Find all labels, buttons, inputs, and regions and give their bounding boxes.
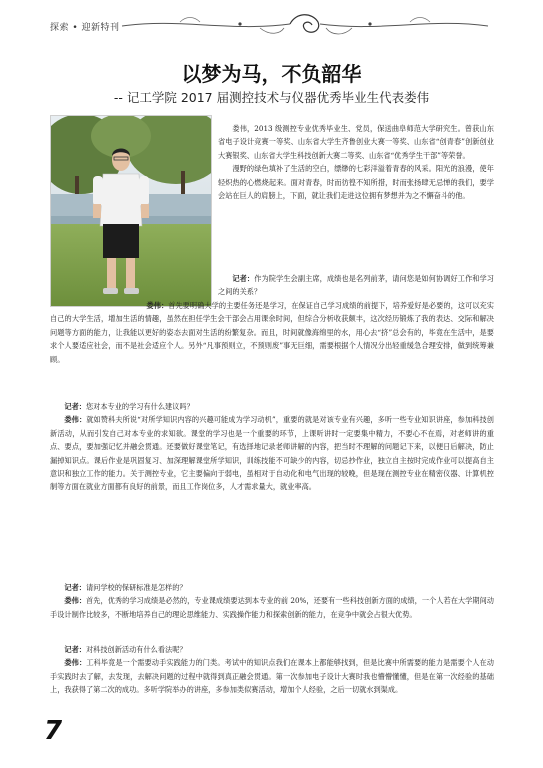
reporter-label: 记者： — [64, 645, 86, 654]
reporter-label: 记者： — [232, 274, 255, 283]
qa-4 — [50, 643, 494, 697]
page-number: 7 — [44, 716, 63, 746]
section-label: 探索 • 迎新特刊 — [50, 23, 120, 33]
intro-lead: 漫野的绿色填补了生活的空白，缥缈的七彩洋溢着青春的风采。阳光的浪漫，使年轻炽热的心燃烧起来。面对青春，时而彷徨不知所措，时而张扬肆无忌惮的我们，要学会站在巨人的肩膀上，下面，就让我们走进这位拥有梦想并为之不懈奋斗的他。 — [218, 164, 494, 201]
question-text: 请问学校的保研标准是怎样的？ — [85, 583, 187, 592]
decorative-swirl-divider — [120, 10, 490, 40]
interviewee-label: 娄伟： — [146, 301, 169, 310]
portrait-photo — [50, 115, 212, 307]
article-subtitle: -- 记工学院 2017 届测控技术与仪器优秀毕业生代表娄伟 — [113, 90, 430, 105]
interviewee-label: 娄伟： — [64, 596, 87, 606]
answer-text: 首先，优秀的学习成绩是必然的，专业课成绩要达到本专业的前 20%，还要有一些科技创新方面的成绩，一个人若在大学期间动手设计制作比较多，不断地培养自己的理论思维能力、实践操作能力和探索创新的能力，在竞争中就会占很大优势。 — [50, 596, 494, 619]
article-title: 以梦为马，不负韶华 — [181, 62, 362, 86]
reporter-label: 记者： — [64, 583, 86, 592]
answer-text: 工科毕竟是一个需要动手实践能力的门类。考试中的知识点我们在课本上都能够找到，但是比赛中所需要的能力是需要个人在动手实践时去了解，去发现，去解决问题的过程中就得到真正融会贯通。第一次参加电子设计大赛时我也懵懵懂懂，但是在第一次经验的基础上，我获得了第二次的成功。多听学院举办的讲座，多参加类似赛活动，增加个人经验，之后一切就水到渠成。 — [50, 658, 494, 695]
intro-bio: 娄伟，2013 级测控专业优秀毕业生、党员，保送曲阜师范大学研究生。曾获山东省电子设计竞赛一等奖、山东省大学生齐鲁创业大赛一等奖、山东省“创青春”创新创业大赛银奖、山东省大学生科技创新大赛二等奖、山东省“优秀学生干部”等荣誉。 — [218, 124, 494, 160]
interviewee-label: 娄伟： — [64, 658, 87, 668]
question-text: 作为院学生会副主席，成绩也是名列前茅，请问您是如何协调好工作和学习之间的关系？ — [218, 274, 494, 297]
intro-section — [218, 122, 494, 202]
qa-3 — [50, 581, 494, 621]
portrait-illustration — [51, 116, 211, 306]
answer-text: 首先要明确大学的主要任务还是学习，在保证自己学习成绩的前提下，培养爱好是必要的，这可以充实自己的大学生活，增加生活的情趣，虽然在担任学生会干部会占用课余时间，但综合分析收获颇丰，这次经历锻炼了我的表达、交际和解决问题等方面的能力，让我能以更好的姿态去面对生活的纷繁复杂。而且，时间就像海绵里的水，用心去“挤”总会有的，毕竟在生活中，是要求个人要适应社会，而不是社会适应个人。另外“凡事预则立，不预则废”事无巨细，需要根据个人情况分出轻重缓急合理安排，做到统筹兼顾。 — [50, 301, 494, 364]
answer-text: 就如赞科夫所说“对所学知识内容的兴趣可能成为学习动机”，重要的就是对该专业有兴趣，多听一些专业知识讲座，参加科技创新活动，从而引发自己对本专业的求知欲。课堂的学习也是一个重要的环节，上课听讲时一定要集中精力，不要心不在焉，对老师讲的重点、要点，要加强记忆并融会贯通。还要做好课堂笔记，有选择地记录老师讲解的内容，把当时不理解的问题记下来，以便日后解决，防止漏掉知识点。课后作业是巩固复习、加深理解课堂所学知识，训练技能不可缺少的内容，切忌抄作业，独立自主按时完成作业可以提高自主意识和独立工作的能力。关于测控专业，它主要偏向于弱电，虽相对于自动化和电气出现的较晚，但是现在测控专业在精密仪器、计算机控制等方面在就业方面都有良好的前景，而且工作岗位多，人才需求量大，就业率高。 — [50, 415, 494, 492]
qa-2 — [50, 400, 494, 494]
question-text: 您对本专业的学习有什么建议吗？ — [85, 402, 194, 411]
reporter-label: 记者： — [64, 402, 86, 411]
interviewee-label: 娄伟： — [64, 415, 87, 425]
qa-1-answer — [50, 299, 494, 366]
question-text: 对科技创新活动有什么看法呢？ — [85, 645, 187, 654]
qa-1-question — [218, 272, 494, 299]
